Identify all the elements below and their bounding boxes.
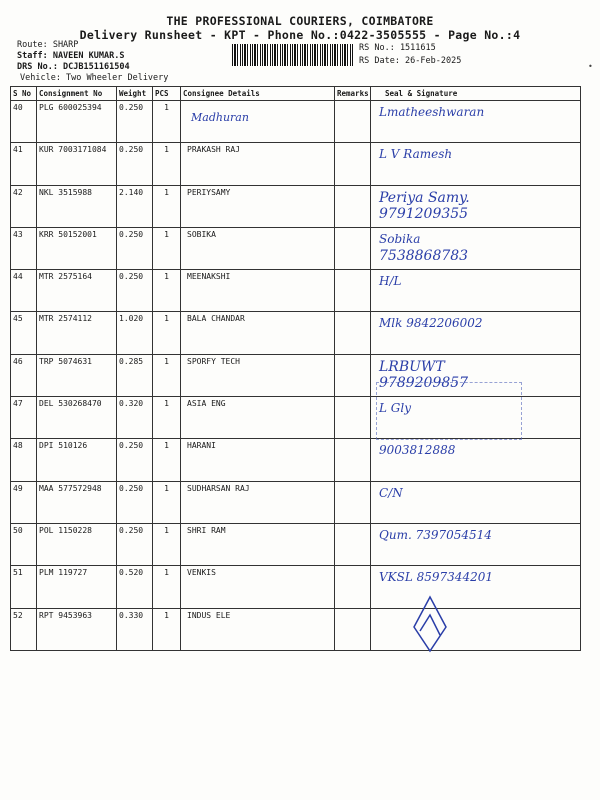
- pcs-cell: 1: [153, 270, 181, 312]
- weight-cell: 0.250: [117, 227, 153, 269]
- consignee-cell: HARANI: [181, 439, 335, 481]
- weight-cell: 0.520: [117, 566, 153, 608]
- pcs-cell: 1: [153, 523, 181, 565]
- remarks-cell: [335, 354, 371, 396]
- consignee-cell: ASIA ENG: [181, 397, 335, 439]
- consignee-handwriting: Madhuran: [191, 111, 249, 124]
- consignee-cell: [181, 101, 335, 143]
- sno-cell: 48: [11, 439, 37, 481]
- table-row: [11, 566, 581, 608]
- consignee-cell: BALA CHANDAR: [181, 312, 335, 354]
- remarks-cell: [335, 143, 371, 185]
- pcs-cell: 1: [153, 439, 181, 481]
- signature-handwriting: Mlk 9842206002: [379, 316, 483, 331]
- sno-cell: 40: [11, 101, 37, 143]
- consignment-cell: RPT 9453963: [37, 608, 117, 650]
- weight-cell: 0.250: [117, 143, 153, 185]
- table-row: [11, 608, 581, 650]
- staff-label: Staff: NAVEEN KUMAR.S: [17, 51, 125, 61]
- sno-cell: 47: [11, 397, 37, 439]
- remarks-cell: [335, 439, 371, 481]
- consignment-cell: DEL 530268470: [37, 397, 117, 439]
- weight-cell: 0.250: [117, 101, 153, 143]
- table-row: [11, 143, 581, 185]
- signature-handwriting: H/L: [379, 274, 402, 289]
- weight-cell: 0.250: [117, 523, 153, 565]
- signature-handwriting: VKSL 8597344201: [379, 570, 493, 585]
- remarks-cell: [335, 270, 371, 312]
- signature-cell: [371, 101, 581, 143]
- route-label: Route: SHARP: [17, 40, 79, 50]
- consignee-cell: MEENAKSHI: [181, 270, 335, 312]
- consignment-cell: TRP 5074631: [37, 354, 117, 396]
- remarks-cell: [335, 312, 371, 354]
- weight-cell: 0.330: [117, 608, 153, 650]
- signature-cell: [371, 270, 581, 312]
- col-consignment: Consignment No: [37, 87, 117, 101]
- col-consignee: Consignee Details: [181, 87, 335, 101]
- consignment-cell: KRR 50152001: [37, 227, 117, 269]
- pcs-cell: 1: [153, 143, 181, 185]
- runsheet-title: Delivery Runsheet - KPT - Phone No.:0422-3505555 - Page No.:4: [79, 28, 521, 42]
- weight-cell: 2.140: [117, 185, 153, 227]
- sno-cell: 51: [11, 566, 37, 608]
- delivery-stamp: [376, 382, 522, 440]
- weight-cell: 0.320: [117, 397, 153, 439]
- col-pcs: PCS: [153, 87, 181, 101]
- vehicle-label: Vehicle: Two Wheeler Delivery: [20, 73, 169, 83]
- signature-cell: [371, 523, 581, 565]
- pcs-cell: 1: [153, 312, 181, 354]
- signature-handwriting: 9003812888: [379, 443, 456, 458]
- remarks-cell: [335, 481, 371, 523]
- pcs-cell: 1: [153, 227, 181, 269]
- rs-number: RS No.: 1511615: [359, 43, 436, 53]
- remarks-cell: [335, 101, 371, 143]
- company-name: THE PROFESSIONAL COURIERS, COIMBATORE: [166, 14, 434, 28]
- pcs-cell: 1: [153, 481, 181, 523]
- remarks-cell: [335, 227, 371, 269]
- pcs-cell: 1: [153, 101, 181, 143]
- consignee-cell: PERIYSAMY: [181, 185, 335, 227]
- sno-cell: 44: [11, 270, 37, 312]
- signature-handwriting: LRBUWT: [379, 358, 445, 375]
- sno-cell: 42: [11, 185, 37, 227]
- consignee-cell: INDUS ELE: [181, 608, 335, 650]
- remarks-cell: [335, 397, 371, 439]
- weight-cell: 0.250: [117, 270, 153, 312]
- remarks-cell: [335, 608, 371, 650]
- col-remarks: Remarks: [335, 87, 371, 101]
- signature-phone: 9789209857: [379, 374, 469, 391]
- sno-cell: 41: [11, 143, 37, 185]
- signature-handwriting: L Gly: [379, 401, 411, 416]
- weight-cell: 1.020: [117, 312, 153, 354]
- consignment-cell: DPI 510126: [37, 439, 117, 481]
- pcs-cell: 1: [153, 397, 181, 439]
- table-row: [11, 523, 581, 565]
- signature-handwriting: Sobika: [379, 231, 421, 246]
- table-row: [11, 481, 581, 523]
- col-sno: S No: [11, 87, 37, 101]
- sno-cell: 46: [11, 354, 37, 396]
- table-row: [11, 185, 581, 227]
- consignment-cell: PLM 119727: [37, 566, 117, 608]
- consignment-cell: MAA 577572948: [37, 481, 117, 523]
- drs-number: DRS No.: DCJB151161504: [17, 62, 130, 72]
- consignee-cell: SOBIKA: [181, 227, 335, 269]
- consignee-cell: VENKIS: [181, 566, 335, 608]
- sno-cell: 43: [11, 227, 37, 269]
- weight-cell: 0.285: [117, 354, 153, 396]
- signature-cell: [371, 439, 581, 481]
- col-weight: Weight: [117, 87, 153, 101]
- table-row: [11, 270, 581, 312]
- table-header: [11, 87, 581, 101]
- signature-handwriting: C/N: [379, 485, 403, 500]
- signature-handwriting: L V Ramesh: [379, 147, 453, 162]
- sno-cell: 52: [11, 608, 37, 650]
- remarks-cell: [335, 523, 371, 565]
- remarks-cell: [335, 566, 371, 608]
- signature-phone: 9791209355: [379, 205, 469, 222]
- consignment-cell: MTR 2574112: [37, 312, 117, 354]
- table-row: [11, 101, 581, 143]
- pcs-cell: 1: [153, 566, 181, 608]
- consignee-cell: PRAKASH RAJ: [181, 143, 335, 185]
- signature-handwriting: Lmatheeshwaran: [379, 105, 485, 119]
- runsheet-table: [10, 86, 581, 651]
- consignment-cell: MTR 2575164: [37, 270, 117, 312]
- signature-cell: [371, 566, 581, 608]
- consignment-cell: KUR 7003171084: [37, 143, 117, 185]
- pcs-cell: 1: [153, 608, 181, 650]
- signature-handwriting: Qum. 7397054514: [379, 527, 492, 542]
- ink-dot: •: [588, 62, 593, 71]
- consignee-cell: SUDHARSAN RAJ: [181, 481, 335, 523]
- barcode: [232, 44, 354, 66]
- pcs-cell: 1: [153, 354, 181, 396]
- sno-cell: 45: [11, 312, 37, 354]
- signature-cell: [371, 227, 581, 269]
- col-signature: Seal & Signature: [371, 87, 581, 101]
- weight-cell: 0.250: [117, 481, 153, 523]
- consignee-cell: SPORFY TECH: [181, 354, 335, 396]
- seal-mark: [410, 595, 450, 655]
- signature-cell: [371, 185, 581, 227]
- pcs-cell: 1: [153, 185, 181, 227]
- table-row: [11, 227, 581, 269]
- rs-date: RS Date: 26-Feb-2025: [359, 56, 462, 66]
- signature-cell: [371, 608, 581, 650]
- weight-cell: 0.250: [117, 439, 153, 481]
- remarks-cell: [335, 185, 371, 227]
- consignment-cell: POL 1150228: [37, 523, 117, 565]
- table-row: [11, 439, 581, 481]
- signature-cell: [371, 481, 581, 523]
- signature-cell: [371, 312, 581, 354]
- consignee-cell: SHRI RAM: [181, 523, 335, 565]
- consignment-cell: NKL 3515988: [37, 185, 117, 227]
- table-row: [11, 312, 581, 354]
- sno-cell: 49: [11, 481, 37, 523]
- signature-cell: [371, 143, 581, 185]
- consignment-cell: PLG 600025394: [37, 101, 117, 143]
- sno-cell: 50: [11, 523, 37, 565]
- signature-handwriting: Periya Samy.: [379, 189, 470, 206]
- signature-phone: 7538868783: [379, 247, 469, 264]
